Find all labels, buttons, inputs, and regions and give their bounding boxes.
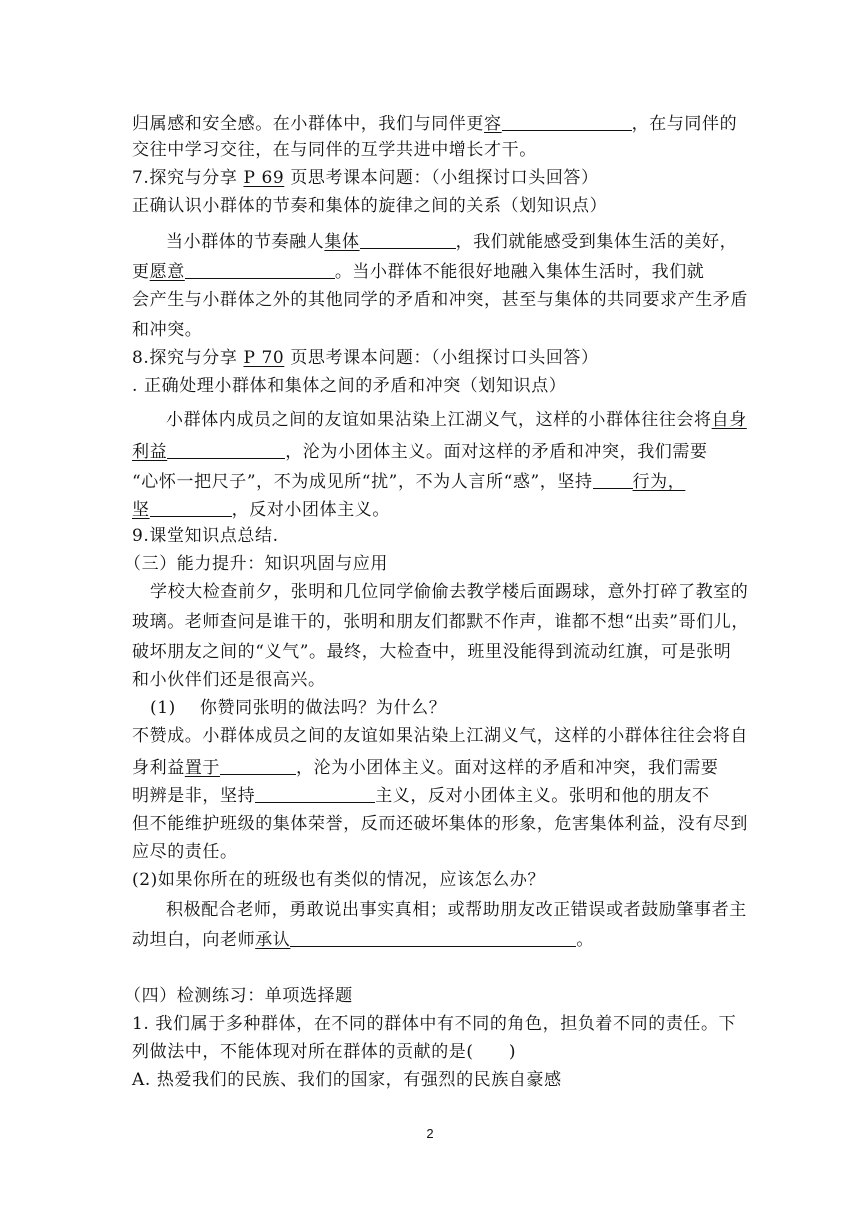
text-span: ，在与同伴的 <box>631 114 738 134</box>
text-line: 会产生与小群体之外的其他同学的矛盾和冲突，甚至与集体的共同要求产生矛盾 <box>132 290 748 310</box>
text-span: 。 <box>576 930 595 950</box>
text-span: 你赞同张明的做法吗？为什么？ <box>199 698 447 718</box>
knowledge-point-title: . 正确处理小群体和集体之间的矛盾和冲突（划知识点） <box>132 376 567 396</box>
text-span: “心怀一把尺子”，不为成见所“扰”，不为人言所“惑”，坚持 <box>132 472 593 492</box>
case-text: 玻璃。老师查问是谁干的，张明和朋友们都默不作声，谁都不想“出卖”哥们儿， <box>132 612 749 632</box>
text-span: ，沦为小团体主义。面对这样的矛盾和冲突，我们需要 <box>285 442 708 462</box>
filled-blank: 承认 <box>255 930 291 950</box>
filled-blank: 容 <box>484 114 502 134</box>
filled-blank: 愿意 <box>149 262 185 282</box>
filled-blank: 置于 <box>184 758 221 778</box>
answer-text: 积极配合老师，勇敢说出事实真相；或帮助朋友改正错误或者鼓励肇事者主 <box>166 900 747 920</box>
text-span: 身利益 <box>132 758 185 778</box>
blank-line <box>593 468 633 489</box>
text-span: 明辨是非，坚持 <box>132 786 256 806</box>
text-span: 更 <box>132 262 150 282</box>
case-text: 和小伙伴们还是很高兴。 <box>132 670 326 690</box>
text-span: ，我们就能感受到集体生活的美好， <box>455 232 738 252</box>
text-span: 8.探究与分享 <box>132 348 238 368</box>
text-span: 当小群体的节奏融人 <box>166 232 325 252</box>
blank-line <box>150 496 232 517</box>
blank-line <box>360 228 456 249</box>
text-line <box>132 258 704 284</box>
page-ref: P 69 <box>243 168 285 188</box>
answer-text <box>132 926 594 952</box>
text-span: 小群体内成员之间的友谊如果沾染上江湖义气，这样的小群体往往会将 <box>166 410 712 430</box>
section-heading: （四）检测练习：单项选择题 <box>124 986 353 1006</box>
answer-text: 但不能维护班级的集体荣誉，反而还破坏集体的形象，危害集体利益，没有尽到 <box>132 814 748 834</box>
text-span: 。当小群体不能很好地融入集体生活时，我们就 <box>334 262 705 282</box>
text-line: 和冲突。 <box>132 320 203 340</box>
sub-question: (2)如果你所在的班级也有类似的情况，应该怎么办？ <box>132 870 546 890</box>
text-line <box>166 228 737 254</box>
knowledge-point-title: 正确认识小群体的节奏和集体的旋律之间的关系（划知识点） <box>132 196 608 216</box>
filled-blank: 坚 <box>132 500 150 520</box>
text-span: ，沦为小团体主义。面对这样的矛盾和冲突，我们需要 <box>296 758 719 778</box>
text-span: 主义，反对小团体主义。张明和他的朋友不 <box>375 786 710 806</box>
blank-line <box>167 438 285 459</box>
text-line: 交往中学习交往，在与同伴的互学共进中增长才干。 <box>132 140 537 160</box>
blank-line <box>220 754 296 775</box>
case-text: 学校大检查前夕，张明和几位同学偷偷去教学楼后面踢球，意外打碎了教室的 <box>150 582 749 602</box>
blank-line <box>502 110 632 131</box>
page-ref: P 70 <box>243 348 285 368</box>
mcq-option-a: A. 热爱我们的民族、我们的国家，有强烈的民族自豪感 <box>132 1070 562 1090</box>
text-line <box>132 496 390 522</box>
answer-text <box>132 754 718 780</box>
text-span: 动坦白，向老师 <box>132 930 256 950</box>
blank-line <box>290 926 576 947</box>
summary-item: 9.课堂知识点总结. <box>132 526 279 546</box>
blank-line <box>185 258 335 279</box>
text-line <box>132 438 708 464</box>
answer-text: 应尽的责任。 <box>132 842 238 862</box>
page-number: 2 <box>426 1126 434 1141</box>
filled-blank: 行为， <box>632 472 686 492</box>
text-span: ，反对小团体主义。 <box>231 500 391 520</box>
text-line <box>132 110 737 136</box>
text-line <box>166 408 747 432</box>
text-span: 7.探究与分享 <box>132 168 238 188</box>
filled-blank: 集体 <box>324 232 360 252</box>
question-number: (1) <box>150 698 176 718</box>
text-span: 页思考课本问题：（小组探讨口头回答） <box>290 168 599 188</box>
text-line <box>132 468 685 494</box>
mcq-question: 列做法中，不能体现对所在群体的贡献的是( ) <box>132 1042 517 1062</box>
question-header <box>132 346 599 370</box>
answer-text: 不赞成。小群体成员之间的友谊如果沾染上江湖义气，这样的小群体往往会将自 <box>132 726 748 746</box>
blank-line <box>255 782 375 803</box>
text-span: 页思考课本问题：（小组探讨口头回答） <box>290 348 599 368</box>
question-header <box>132 166 599 190</box>
case-text: 破坏朋友之间的“义气”。最终，大检查中，班里没能得到流动红旗，可是张明 <box>132 642 732 662</box>
sub-question <box>150 696 446 720</box>
section-heading: （三）能力提升：知识巩固与应用 <box>124 554 388 574</box>
answer-text <box>132 782 710 808</box>
filled-blank: 自身 <box>711 410 747 430</box>
mcq-question: 1. 我们属于多种群体，在不同的群体中有不同的角色，担负着不同的责任。下 <box>132 1014 737 1034</box>
filled-blank: 利益 <box>132 442 168 462</box>
text-span: 归属感和安全感。在小群体中，我们与同伴更 <box>132 114 484 134</box>
